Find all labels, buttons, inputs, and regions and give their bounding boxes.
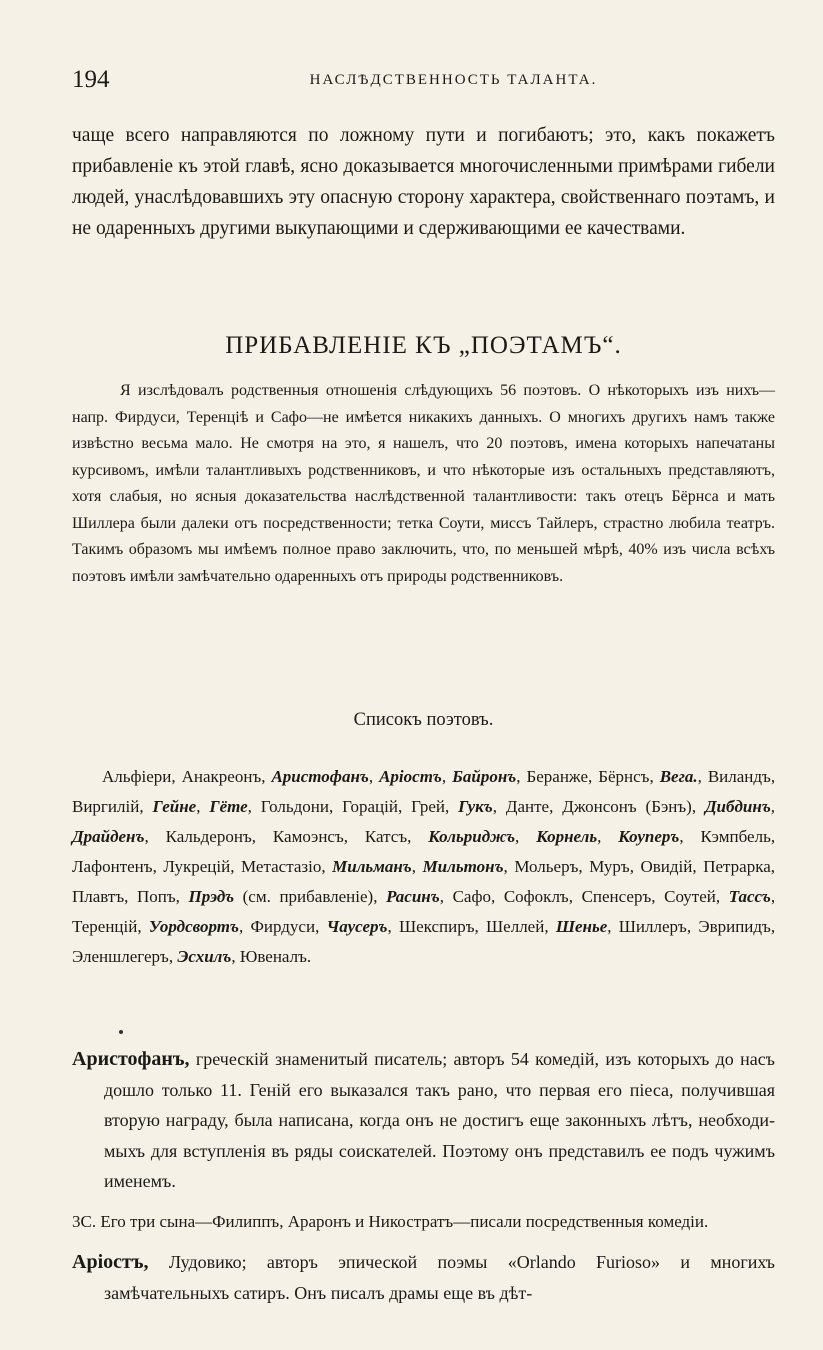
entry-text: Лудовико; авторъ эпической поэмы «Orlando Furioso» и многихъ замѣчательныхъ сатиръ. Онъ писалъ драмы еще въ дѣт- [104, 1252, 775, 1303]
poet-name: Эврипидъ [698, 917, 771, 936]
poet-name: Горацій [342, 797, 398, 816]
poet-name: Аріостъ [379, 767, 442, 786]
poet-name: Эленшлегеръ [72, 947, 169, 966]
poet-name: Соутей [664, 887, 716, 906]
poet-name: Тассъ [728, 887, 771, 906]
entry-name: Аріостъ, [72, 1251, 149, 1273]
poet-name: Шекспиръ [398, 917, 475, 936]
page-number: 194 [72, 66, 110, 93]
poet-name: Гольдони [260, 797, 329, 816]
poet-name: Катсъ [364, 827, 408, 846]
poet-name: Вега. [659, 767, 698, 786]
poet-name: Софоклъ [503, 887, 569, 906]
poet-name: Гейне [152, 797, 197, 816]
poet-name: Бёрнсъ [598, 767, 650, 786]
poet-name: Муръ [589, 857, 630, 876]
poet-name: Расинъ [386, 887, 440, 906]
poet-names: Альфіери, Анакреонъ, Аристофанъ, Аріостъ, Байронъ, Беранже, Бёрнсъ, Вега., Виландъ, Виргилій, Гейне, Гёте, Гольдони, Горацій, Грей, Гукъ, Данте, Джонсонъ (Бэнъ), Дибдинъ, Драйденъ, Кальдеронъ, Камоэнсъ, Катсъ, Кольриджъ, Корнель, Коуперъ, Кэмпбель, Лафонтенъ, Лукрецій, Метастазіо, Мильманъ, Мильтонъ, Мольеръ, Муръ, Овидій, Петрарка, Плавтъ, Попъ, Прэдъ (см. прибавленіе), Расинъ, Сафо, Софоклъ, Спенсеръ, Соутей, Тассъ, Теренцій, Уордсвортъ, Фирдуси, Чаусеръ, Шекспиръ, Шеллей, Шенье, Шиллеръ, Эврипидъ, Эленшлегеръ, Эсхилъ, Ювеналъ. [72, 767, 776, 966]
poet-name: Прэдъ [188, 887, 235, 906]
poet-name: Шиллеръ [618, 917, 687, 936]
poet-list-title: Списокъ поэтовъ. [353, 710, 494, 730]
entry-ariosto [72, 1247, 775, 1308]
poet-name: Сафо [452, 887, 491, 906]
poet-name: Гукъ [458, 797, 493, 816]
poet-name: Метастазіо [241, 857, 322, 876]
poet-name: Спенсеръ [581, 887, 652, 906]
entry-aristophanes [72, 1044, 775, 1197]
poet-name: Мильтонъ [422, 857, 504, 876]
poet-list [72, 762, 775, 972]
poet-name: Альфіери [102, 767, 172, 786]
poet-name: Фирдуси [250, 917, 316, 936]
appendix-title: ПРИБАВЛЕНІЕ КЪ „ПОЭТАМЪ“. [225, 332, 622, 359]
poet-name: Лукрецій [163, 857, 231, 876]
poet-name: Кольриджъ [428, 827, 516, 846]
entry-text: греческій знаменитый писатель; авторъ 54 комедій, изъ которыхъ до насъ дошло только 11. Геній его выказался такъ рано, что первая его піеса, получившая вторую награду, была написана, когда онъ не достигъ еще законныхъ лѣтъ, необходимыхъ для вступленія въ ряды соискателей. Поэтому онъ представилъ ее подъ чужимъ именемъ. [104, 1049, 775, 1191]
entry-sons [72, 1207, 775, 1238]
poet-name: Грей [411, 797, 445, 816]
ink-dot [119, 1030, 123, 1034]
poet-name: Камоэнсъ [272, 827, 344, 846]
poet-name: Кэмпбель [700, 827, 771, 846]
poet-name: Шеллей [486, 917, 545, 936]
poet-name: Лафонтенъ [72, 857, 153, 876]
poet-name: Джонсонъ (Бэнъ) [562, 797, 692, 816]
poet-name: Попъ [137, 887, 176, 906]
poet-name: Корнель [536, 827, 598, 846]
entry-label: 3С. [72, 1211, 97, 1231]
poet-name: Драйденъ [72, 827, 145, 846]
poet-name: Мольеръ [514, 857, 579, 876]
appendix-paragraph [72, 378, 775, 590]
poet-name: Чаусеръ [326, 917, 388, 936]
poet-name: Дибдинъ [704, 797, 771, 816]
intro-text: чаще всего направляются по ложному пути и погибаютъ; это, какъ покажетъ прибавленіе къ этой главѣ, ясно доказывается многочисленными примѣрами гибели людей, унаслѣдовавшихъ эту опасную сторону характера, свойственнаго поэтамъ, и не одаренныхъ другими выкупающими и сдерживающими ее качествами. [72, 125, 775, 239]
poet-name: Мильманъ [332, 857, 412, 876]
poet-name: Эсхилъ [177, 947, 232, 966]
poet-name: Данте [505, 797, 550, 816]
page-header [72, 66, 775, 100]
poet-name: Теренцій [72, 917, 138, 936]
poet-name: Петрарка [703, 857, 771, 876]
poet-name: Беранже [526, 767, 589, 786]
entry-name: Аристофанъ, [72, 1048, 190, 1070]
poet-name: Уордсвортъ [148, 917, 239, 936]
poet-name: Кальдеронъ [165, 827, 252, 846]
poet-name: Анакреонъ [181, 767, 262, 786]
entry-text: Его три сына—Филиппъ, Арaронъ и Никостратъ—писали посредственныя комедіи. [96, 1211, 709, 1231]
poet-name: Виландъ [707, 767, 771, 786]
poet-name: Аристофанъ [271, 767, 369, 786]
poet-name: Виргилій [72, 797, 140, 816]
poet-name: Плавтъ [72, 887, 125, 906]
poet-name: Коуперъ [618, 827, 680, 846]
poet-name: Гёте [209, 797, 248, 816]
poet-name-note: (см. прибавленіе) [234, 887, 374, 906]
poet-name: Байронъ [452, 767, 517, 786]
entries [72, 1044, 775, 1318]
poet-name: Овидій [640, 857, 693, 876]
running-head: НАСЛѢДСТВЕННОСТЬ ТАЛАНТА. [309, 72, 598, 88]
poet-name: Ювеналъ. [239, 947, 312, 966]
appendix-text: Я изслѣдовалъ родственныя отношенія слѣдующихъ 56 поэтовъ. О нѣкоторыхъ изъ нихъ—напр. Фирдуси, Теренціѣ и Сафо—не имѣется никакихъ данныхъ. О многихъ другихъ намъ также извѣстно весьма мало. Не смотря на это, я нашелъ, что 20 поэтовъ, имена которыхъ напечатаны курсивомъ, имѣли талантливыхъ родственниковъ, и что нѣкоторые изъ остальныхъ представляютъ, хотя слабыя, но ясныя доказательства наслѣдственной талантливости: такъ отецъ Бёрнса и мать Шиллера были далеки отъ посредственности; тетка Соути, миссъ Тайлеръ, страстно любила театръ. Такимъ образомъ мы имѣемъ полное право заключить, что, по меньшей мѣрѣ, 40% изъ числа всѣхъ поэтовъ имѣли замѣчательно одаренныхъ отъ природы родственниковъ. [72, 382, 775, 585]
poet-name: Шенье [555, 917, 608, 936]
intro-paragraph [72, 120, 775, 244]
